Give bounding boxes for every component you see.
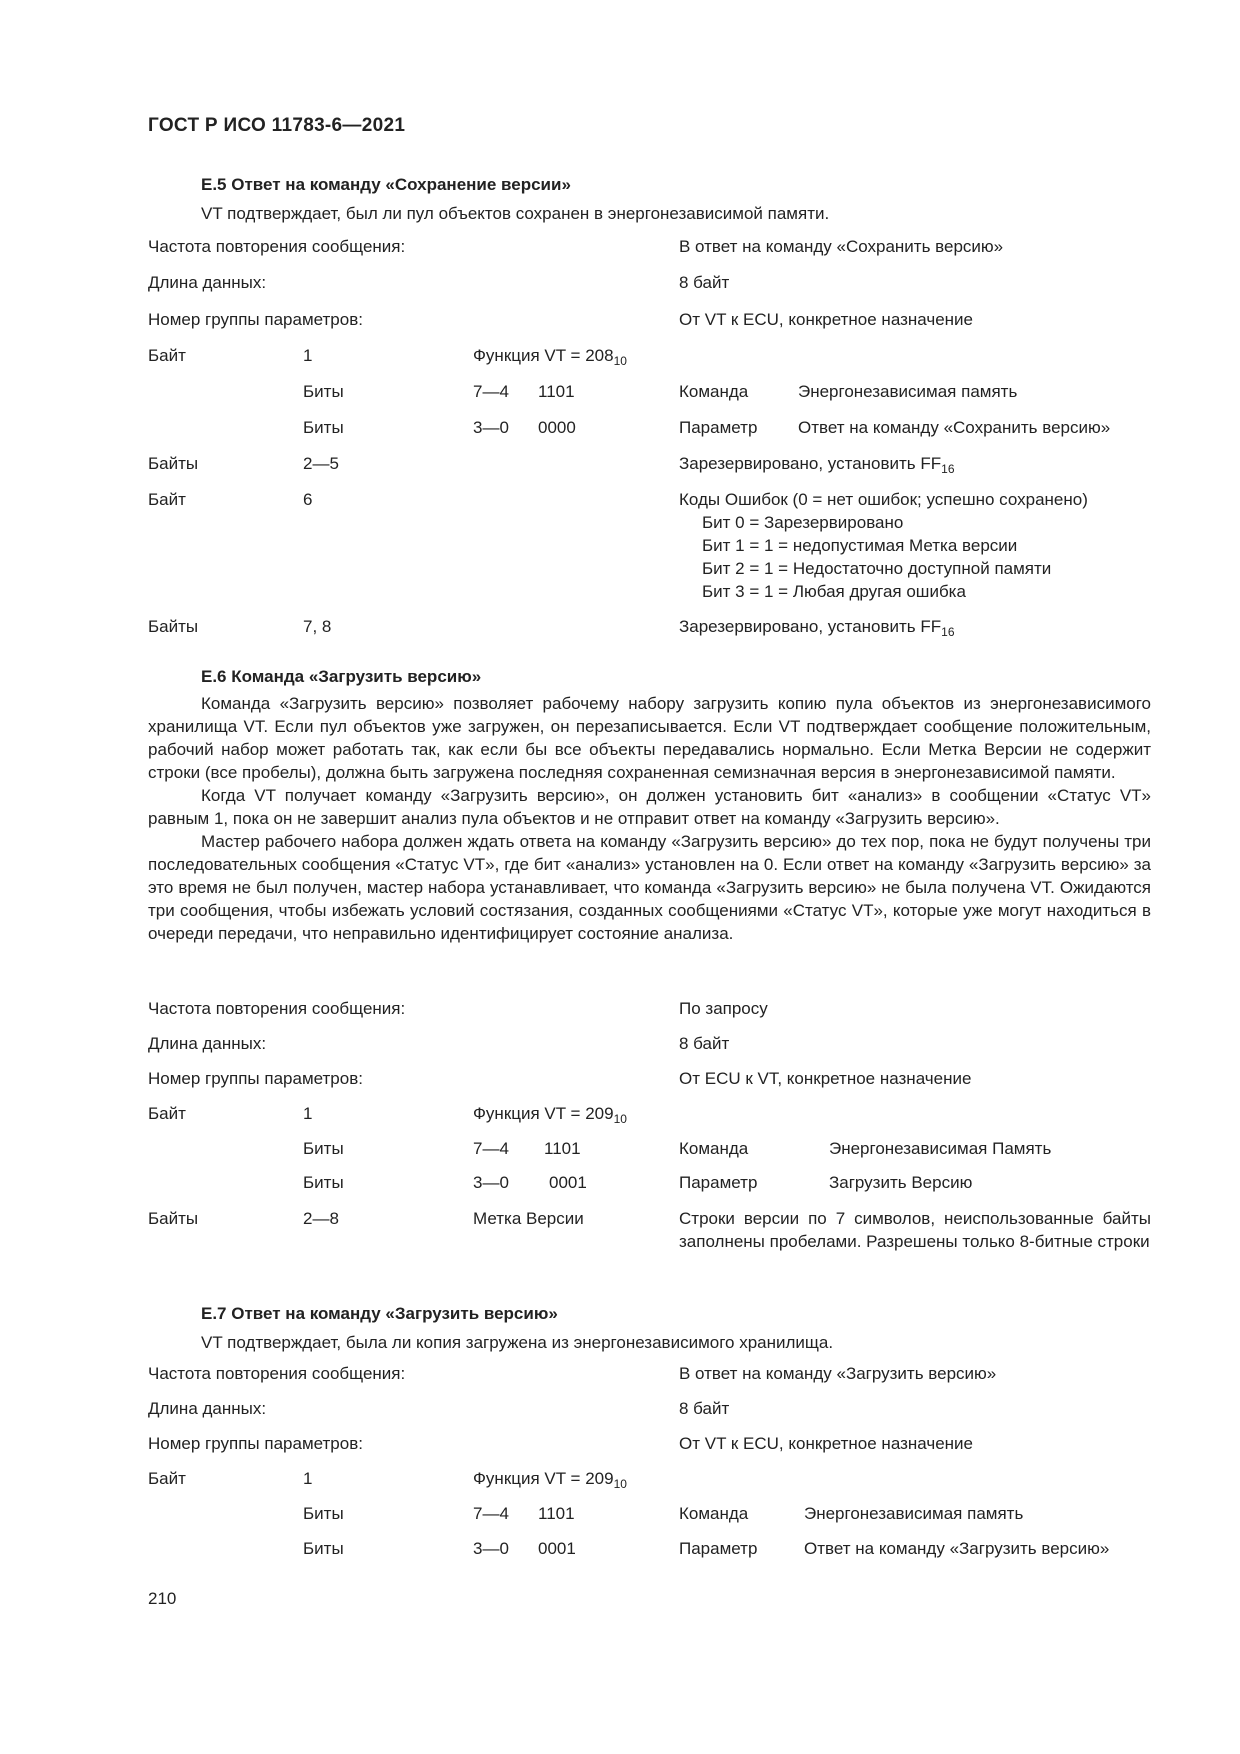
e6-byte-label: Байт (148, 1104, 186, 1123)
e5-bytes78-label: Байты (148, 617, 199, 636)
e5-byte-number: 1 (303, 346, 313, 365)
e6-len-label: Длина данных: (148, 1034, 267, 1053)
section-e6-heading: Е.6 Команда «Загрузить версию» (201, 667, 482, 686)
e5-parameter-label: Параметр (679, 418, 758, 437)
e6-bits2-range: 3—0 (473, 1173, 509, 1192)
e5-len-label: Длина данных: (148, 273, 267, 292)
e6-function-value: Функция VT = $209_{10}$ (473, 1104, 627, 1126)
e7-byte-number: 1 (303, 1469, 313, 1488)
e6-bytes28-label: Байты (148, 1209, 199, 1228)
e5-pgn-value: От VT к ECU, конкретное назначение (679, 310, 973, 329)
e5-bits2-value: 0000 (538, 418, 576, 437)
e5-error-bit0: Бит 0 = Зарезервировано (702, 513, 904, 532)
e5-bytes78-range: 7, 8 (303, 617, 332, 636)
e6-pgn-label: Номер группы параметров: (148, 1069, 363, 1088)
e5-freq-value: В ответ на команду «Сохранить версию» (679, 237, 1004, 256)
e5-error-bit1: Бит 1 = 1 = недопустимая Метка версии (702, 536, 1018, 555)
e6-pgn-value: От ECU к VT, конкретное назначение (679, 1069, 972, 1088)
e7-bits1-value: 1101 (538, 1504, 575, 1523)
e5-byte6-label: Байт (148, 490, 186, 509)
e7-command-label: Команда (679, 1504, 749, 1523)
section-e6-body (148, 692, 1151, 945)
e6-freq-value: По запросу (679, 999, 768, 1018)
e5-bits1-label: Биты (303, 382, 344, 401)
section-e5-intro: VT подтверждает, был ли пул объектов сохранен в энергонезависимой памяти. (201, 204, 830, 223)
e5-bytes25-value: Зарезервировано, установить $FF_{16}$ (679, 454, 955, 476)
e6-bytes28-range: 2—8 (303, 1209, 339, 1228)
e7-bits1-range: 7—4 (473, 1504, 509, 1523)
e5-bytes78-value: Зарезервировано, установить $FF_{16}$ (679, 617, 955, 639)
e5-byte-label: Байт (148, 346, 186, 365)
e6-bits1-range: 7—4 (473, 1139, 509, 1158)
e7-freq-value: В ответ на команду «Загрузить версию» (679, 1364, 997, 1383)
section-e7-intro: VT подтверждает, была ли копия загружена из энергонезависимого хранилища. (201, 1333, 834, 1352)
e6-parameter-label: Параметр (679, 1173, 758, 1192)
e5-error-codes-title: Коды Ошибок (0 = нет ошибок; успешно сохранено) (679, 490, 1088, 509)
e7-len-value: 8 байт (679, 1399, 730, 1418)
e5-bits2-label: Биты (303, 418, 344, 437)
e6-bits1-value: 1101 (544, 1139, 581, 1158)
e5-error-bit2: Бит 2 = 1 = Недостаточно доступной памяти (702, 559, 1052, 578)
e5-bytes25-label: Байты (148, 454, 199, 473)
e5-byte6-number: 6 (303, 490, 313, 509)
e5-bits1-value: 1101 (538, 382, 575, 401)
e7-len-label: Длина данных: (148, 1399, 267, 1418)
e5-pgn-label: Номер группы параметров: (148, 310, 363, 329)
e7-parameter-label: Параметр (679, 1539, 758, 1558)
e7-bits2-value: 0001 (538, 1539, 576, 1558)
e7-bits2-range: 3—0 (473, 1539, 509, 1558)
page-number: 210 (148, 1589, 177, 1608)
e7-function-value: Функция VT = $209_{10}$ (473, 1469, 627, 1491)
section-e7-heading: Е.7 Ответ на команду «Загрузить версию» (201, 1304, 558, 1323)
e6-len-value: 8 байт (679, 1034, 730, 1053)
e5-freq-label: Частота повторения сообщения: (148, 237, 406, 256)
e7-command-value: Энергонезависимая память (804, 1504, 1024, 1523)
document-title: ГОСТ Р ИСО 11783-6—2021 (148, 115, 406, 136)
e5-bits2-range: 3—0 (473, 418, 509, 437)
e5-len-value: 8 байт (679, 273, 730, 292)
e7-bits1-label: Биты (303, 1504, 344, 1523)
e6-paragraph-3: Мастер рабочего набора должен ждать ответа на команду «Загрузить версию» до тех пор, пока не будут получены три последовательных сообщения «Статус VT», где бит «анализ» установлен на 0. Если ответ на команду «Загрузить версию» за это время не был получен, мастер набора устанавливает, что команда «Загрузить версию» не была получена VT. Ожидаются три сообщения, чтобы избежать условий состязания, созданных сообщениями «Статус VT», которые уже могут находиться в очереди передачи, что неправильно идентифицирует состояние анализа. (148, 832, 1151, 943)
e5-bytes25-range: 2—5 (303, 454, 339, 473)
e7-pgn-label: Номер группы параметров: (148, 1434, 363, 1453)
e7-byte-label: Байт (148, 1469, 186, 1488)
e6-version-description: Строки версии по 7 символов, неиспользованные байты заполнены пробелами. Разрешены только 8-битные строки (679, 1209, 1151, 1251)
e5-bits1-range: 7—4 (473, 382, 509, 401)
e5-function-value: Функция VT = $208_{10}$ (473, 346, 627, 368)
section-e5-heading: Е.5 Ответ на команду «Сохранение версии» (201, 175, 571, 194)
e6-command-label: Команда (679, 1139, 749, 1158)
e7-parameter-value: Ответ на команду «Загрузить версию» (804, 1539, 1110, 1558)
e5-command-label: Команда (679, 382, 749, 401)
e6-paragraph-2: Когда VT получает команду «Загрузить версию», он должен установить бит «анализ» в сообщении «Статус VT» равным 1, пока он не завершит анализ пула объектов и не отправит ответ на команду «Загрузить версию». (148, 786, 1151, 828)
e6-byte-number: 1 (303, 1104, 313, 1123)
e7-bits2-label: Биты (303, 1539, 344, 1558)
e6-bits1-label: Биты (303, 1139, 344, 1158)
e6-command-value: Энергонезависимая Память (829, 1139, 1052, 1158)
e7-freq-label: Частота повторения сообщения: (148, 1364, 406, 1383)
e7-pgn-value: От VT к ECU, конкретное назначение (679, 1434, 973, 1453)
e6-bits2-label: Биты (303, 1173, 344, 1192)
e5-parameter-value: Ответ на команду «Сохранить версию» (798, 418, 1111, 437)
e5-error-bit3: Бит 3 = 1 = Любая другая ошибка (702, 582, 966, 601)
e5-command-value: Энергонезависимая память (798, 382, 1018, 401)
e6-parameter-value: Загрузить Версию (829, 1173, 973, 1192)
e6-bits2-value: 0001 (549, 1173, 587, 1192)
e6-freq-label: Частота повторения сообщения: (148, 999, 406, 1018)
e6-version-label: Метка Версии (473, 1209, 584, 1228)
e5-error-codes (679, 488, 1088, 603)
e6-paragraph-1: Команда «Загрузить версию» позволяет рабочему набору загрузить копию пула объектов из энергонезависимого хранилища VT. Если пул объектов уже загружен, он перезаписывается. Если VT подтверждает сообщение положительным, рабочий набор может работать так, как если бы все объекты передавались нормально. Если Метка Версии не содержит строки (все пробелы), должна быть загружена последняя сохраненная семизначная версия в энергонезависимой памяти. (148, 694, 1151, 782)
